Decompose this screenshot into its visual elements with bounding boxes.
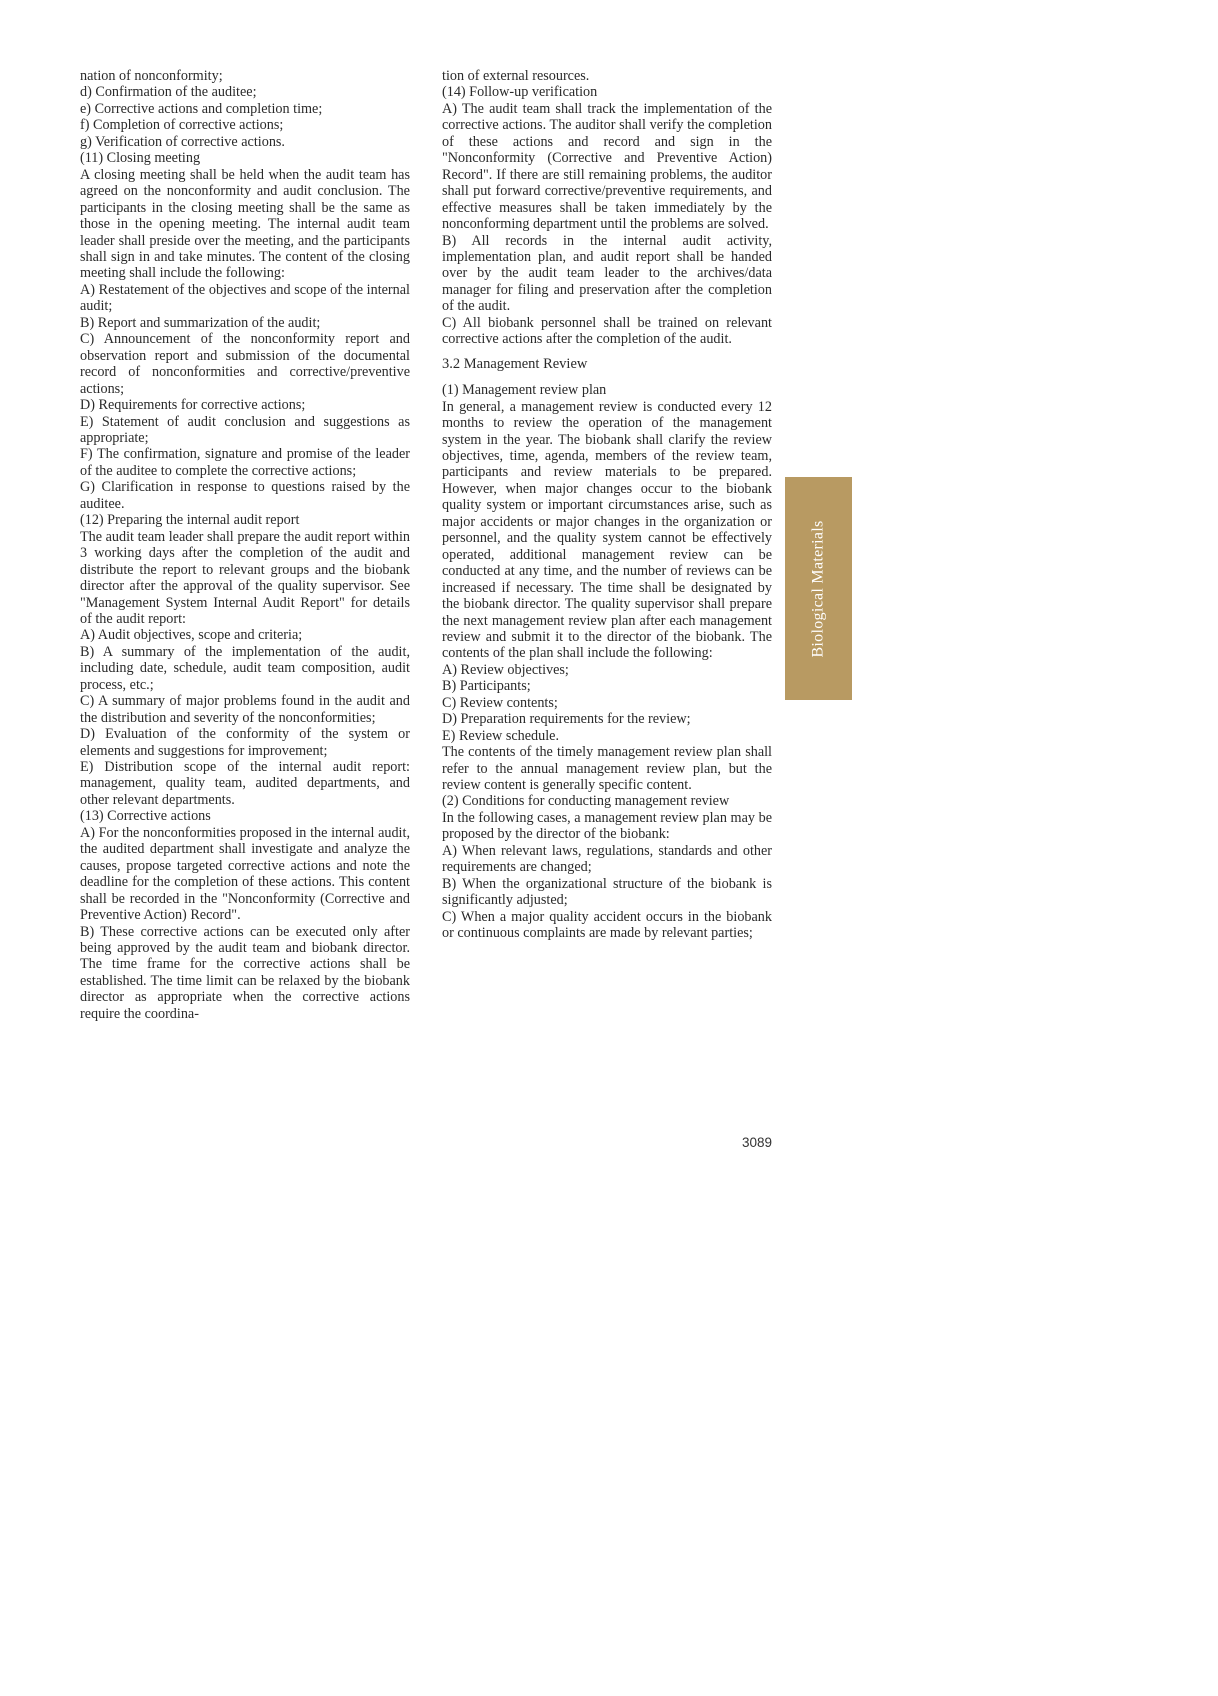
- paragraph: A) Audit objectives, scope and criteria;: [80, 627, 303, 644]
- paragraph: F) The confirmation, signature and promise of the leader of the auditee to complete the corrective actions;: [80, 446, 410, 479]
- paragraph: (12) Preparing the internal audit report: [80, 512, 300, 529]
- paragraph: nation of nonconformity;: [80, 68, 223, 84]
- paragraph: (13) Corrective actions: [80, 808, 211, 825]
- paragraph: D) Evaluation of the conformity of the system or elements and suggestions for improvement;: [80, 726, 410, 759]
- paragraph: (14) Follow-up verification: [442, 84, 598, 101]
- paragraph: B) These corrective actions can be executed only after being approved by the audit team and biobank director. The time frame for the corrective actions shall be established. The time limit can be relaxed by the biobank director as appropriate when the corrective actions require the coordina-: [80, 923, 410, 1022]
- paragraph: The contents of the timely management review plan shall refer to the annual management review plan, but the review content is generally specific content.: [442, 744, 772, 794]
- paragraph: C) Announcement of the nonconformity report and observation report and submission of the documental record of nonconformities and corrective/preventive actions;: [80, 331, 410, 397]
- paragraph: D) Requirements for corrective actions;: [80, 397, 306, 414]
- paragraph: (11) Closing meeting: [80, 150, 201, 167]
- paragraph: E) Statement of audit conclusion and suggestions as appropriate;: [80, 413, 410, 446]
- left-text-column: [80, 68, 410, 1022]
- paragraph: E) Distribution scope of the internal audit report: management, quality team, audited departments, and other relevant departments.: [80, 759, 410, 808]
- paragraph: A) Restatement of the objectives and scope of the internal audit;: [80, 281, 410, 315]
- management-review-block: [442, 382, 772, 941]
- paragraph: E) Review schedule.: [442, 727, 560, 744]
- side-tab-label: Biological Materials: [809, 519, 827, 658]
- paragraph: C) Review contents;: [442, 694, 558, 711]
- paragraph: A) The audit team shall track the implementation of the corrective actions. The auditor shall verify the completion of these actions and record and sign in the "Nonconformity (Corrective and Preventive Action) Record". If there are still remaining problems, the auditor shall put forward corrective/preventive requirements, and effective measures shall be taken immediately by the nonconforming department until the problems are solved.: [442, 100, 772, 233]
- paragraph: C) When a major quality accident occurs in the biobank or continuous complaints are made by relevant parties;: [442, 908, 772, 942]
- paragraph: In general, a management review is conducted every 12 months to review the operation of the management system in the year. The biobank shall clarify the review objectives, time, agenda, members of the review team, participants and review materials to be prepared. However, when major changes occur to the biobank quality system or important circumstances arise, such as major accidents or major changes in the organization or personnel, and the quality system cannot be effectively operated, additional management review can be conducted at any time, and the number of reviews can be increased if necessary. The time shall be designated by the biobank director. The quality supervisor shall prepare the next management review plan after each management review and submit it to the director of the biobank. The contents of the plan shall include the following:: [442, 398, 772, 662]
- section-heading: 3.2 Management Review: [442, 355, 588, 372]
- paragraph: g) Verification of corrective actions.: [80, 133, 285, 150]
- paragraph: C) A summary of major problems found in the audit and the distribution and severity of the nonconformities;: [80, 693, 410, 726]
- right-text-column: [442, 68, 772, 942]
- paragraph: In the following cases, a management review plan may be proposed by the director of the biobank:: [442, 809, 772, 843]
- paragraph: e) Corrective actions and completion time;: [80, 100, 323, 117]
- paragraph: The audit team leader shall prepare the audit report within 3 working days after the completion of the audit and distribute the report to relevant groups and the biobank director after the approval of the quality supervisor. See "Management System Internal Audit Report" for details of the audit report:: [80, 528, 410, 627]
- paragraph: B) Participants;: [442, 678, 531, 695]
- paragraph: B) When the organizational structure of the biobank is significantly adjusted;: [442, 875, 772, 909]
- paragraph: f) Completion of corrective actions;: [80, 117, 284, 134]
- paragraph: B) A summary of the implementation of the audit, including date, schedule, audit team composition, audit process, etc.;: [80, 643, 410, 693]
- paragraph: A) When relevant laws, regulations, standards and other requirements are changed;: [442, 842, 772, 876]
- section-side-tab: [785, 477, 852, 700]
- paragraph: A) Review objectives;: [442, 661, 569, 678]
- paragraph: A) For the nonconformities proposed in the internal audit, the audited department shall investigate and analyze the causes, propose targeted corrective actions and note the deadline for the completion of these actions. This content shall be recorded in the "Nonconformity (Corrective and Preventive Action) Record".: [80, 824, 410, 924]
- paragraph: A closing meeting shall be held when the audit team has agreed on the nonconformity and audit conclusion. The participants in the closing meeting shall be the same as those in the opening meeting. The internal audit team leader shall preside over the meeting, and the participants shall sign in and take minutes. The content of the closing meeting shall include the following:: [80, 166, 410, 282]
- follow-up-block: [442, 68, 772, 348]
- paragraph: B) Report and summarization of the audit;: [80, 314, 321, 331]
- paragraph: (2) Conditions for conducting management review: [442, 793, 730, 810]
- paragraph: G) Clarification in response to questions raised by the auditee.: [80, 479, 410, 512]
- paragraph: C) All biobank personnel shall be trained on relevant corrective actions after the completion of the audit.: [442, 314, 772, 348]
- paragraph: (1) Management review plan: [442, 382, 607, 399]
- paragraph: tion of external resources.: [442, 68, 590, 84]
- paragraph: D) Preparation requirements for the review;: [442, 711, 691, 728]
- page-number: 3089: [741, 1135, 772, 1150]
- paragraph: B) All records in the internal audit activity, implementation plan, and audit report shall be handed over by the audit team leader to the archives/data manager for filing and preservation after the completion of the audit.: [442, 232, 772, 315]
- paragraph: d) Confirmation of the auditee;: [80, 84, 257, 101]
